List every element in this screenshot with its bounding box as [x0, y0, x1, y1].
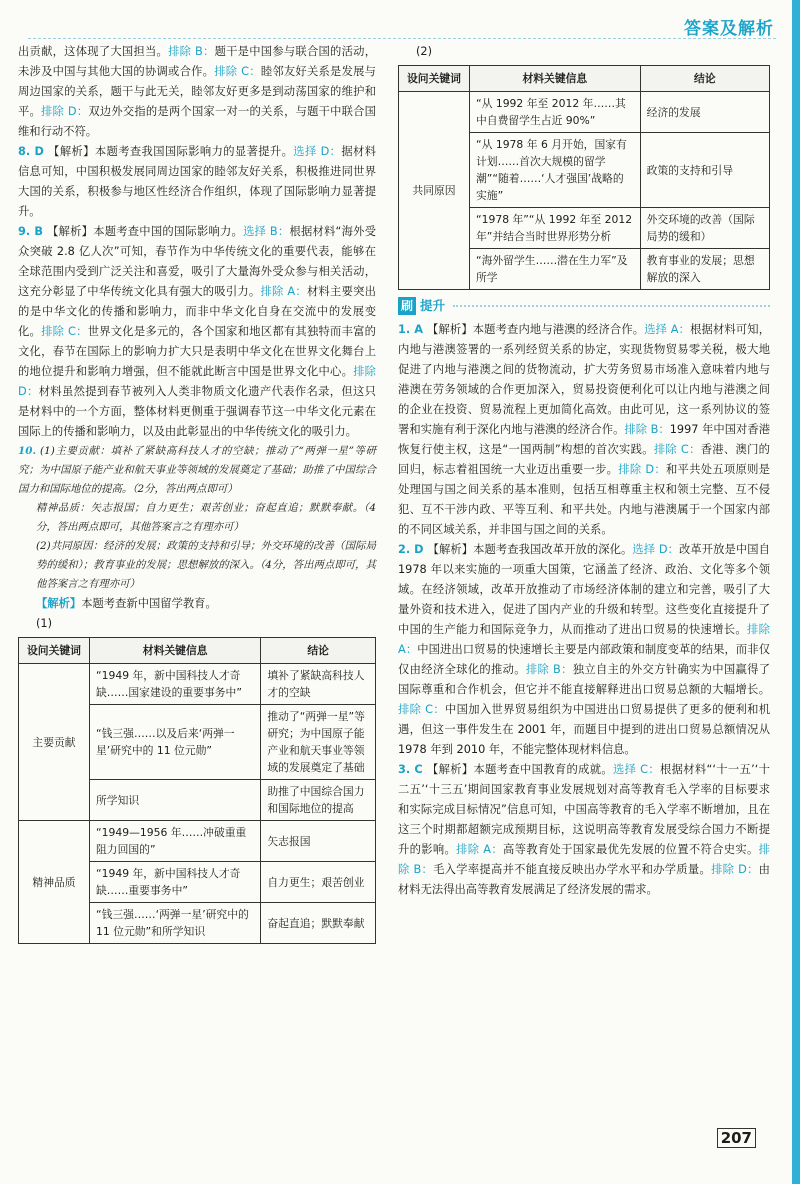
text-run: 1997 年中国对香港恢复行使主权，这是“一国两制”构想的首次实践。 [398, 423, 770, 456]
answer-label: 9. B [18, 225, 48, 238]
option-marker: 排除 B： [398, 843, 770, 876]
section-heading [398, 296, 770, 316]
text-run: 和平共处五项原则是处理国与国之间关系的基本准则，包括互相尊重主权和领土完整、互不侵犯、互不干涉内政、平等互利、和平共处。内地与港澳属于一个国家内部的不同区域关系，并非国与国之间的关系。 [398, 463, 770, 536]
table-cell: 自力更生；艰苦创业 [261, 862, 376, 903]
table-header-cell: 材料关键信息 [470, 66, 641, 92]
text-run: 高等教育处于国家最优先发展的位置不符合史实。 [502, 843, 759, 856]
table-cell: 填补了紧缺高科技人才的空缺 [261, 664, 376, 705]
table-cell: 所学知识 [90, 780, 261, 821]
answer-10-number: 10. [18, 445, 37, 457]
answer-8 [18, 142, 376, 222]
option-marker: 排除 D： [41, 105, 89, 118]
answer-label: 8. D [18, 145, 49, 158]
table-cell: 经济的发展 [640, 92, 769, 133]
table1-label: (1) [36, 617, 53, 630]
answer-label: 【解析】 [36, 597, 82, 610]
option-marker: 排除 B： [525, 663, 573, 676]
page-number: 207 [717, 1128, 756, 1148]
option-marker: 排除 D： [618, 463, 666, 476]
page-edge-tab [792, 0, 800, 1184]
answer-10-analysis [18, 594, 376, 614]
option-marker: 选择 D： [632, 543, 680, 556]
option-marker: 排除 A： [456, 843, 503, 856]
option-marker: 排除 A： [398, 623, 770, 656]
text-run: 根据材料可知，内地与港澳签署的一系列经贸关系的协定，实现货物贸易零关税，极大地促进了内地与港澳之间的货物流动，扩大劳务贸易市场准入意味着内地与港澳在劳务领域的合作更加深入，贸易投资便利化可以让内地与港澳之间的企业在投资、贸易流程上更加简化高效。由此可见，这一系列协议的签署和实施有利于深化内地与港澳的经济合作。 [398, 323, 770, 436]
table-cell: “钱三强……以及后来‘两弹一星’研究中的 11 位元勋” [90, 705, 261, 780]
section-badge: 刷 [398, 297, 416, 315]
table-2 [398, 65, 770, 290]
table-header-cell: 设问关键词 [399, 66, 470, 92]
table-1 [18, 637, 376, 944]
text-run: 中国进出口贸易的快速增长主要是内部政策和制度变革的结果，而非仅仅由经济全球化的推动。 [398, 643, 770, 676]
text-run: 根据材料“‘十一五’‘十二五’‘十三五’期间国家教育事业发展规划对高等教育毛入学率的目标要求和实际完成目标情况”信息可知，中国高等教育的毛入学率不断增加，且在这三个时期都超额完成预期目标，这说明高等教育发展受综合国力不断提升的影响。 [398, 763, 770, 856]
table-cell: 矢志报国 [261, 821, 376, 862]
table-group-cell: 主要贡献 [19, 664, 90, 821]
option-marker: 排除 C： [653, 443, 701, 456]
answer-10-spirit: 精神品质：矢志报国；自力更生；艰苦创业；奋起直追；默默奉献。（4分，答出两点即可，其他答案言之有理亦可） [36, 502, 376, 533]
text-run: 中国加入世界贸易组织为中国进出口贸易提供了更多的便利和机遇，但这一事件发生在 2001 年，而题目中提到的进出口贸易总额情况从 1978 年到 2010 年，不能完整体现材料信息。 [398, 703, 770, 756]
header-divider [28, 38, 776, 39]
text-run: 改革开放是中国自 1978 年以来实施的一项重大国策，它涵盖了经济、政治、文化等多个领域。在经济领域，改革开放推动了市场经济体制的建立和完善，吸引了大量外资和技术进入，促进了国内产业的升级和转型。这些变化直接提升了中国的生产能力和国际竞争力，从而推动了进出口贸易的快速增长。 [398, 543, 770, 636]
table-row [19, 821, 376, 862]
section-dotted-rule [453, 305, 770, 307]
table-cell: 推动了“两弹一星”等研究；为中国原子能产业和航天事业等领域的发展奠定了基础 [261, 705, 376, 780]
option-marker: 选择 C： [613, 763, 661, 776]
table-cell: 教育事业的发展；思想解放的深入 [640, 249, 769, 290]
text-run: 独立自主的外交方针确实为中国赢得了国际尊重和合作机会，但它并不能直接解释进出口贸易总额的大幅增长。 [398, 663, 770, 696]
table-cell: “1949 年，新中国科技人才奇缺……重要事务中” [90, 862, 261, 903]
table-cell: “钱三强……‘两弹一星’研究中的 11 位元勋”和所学知识 [90, 903, 261, 944]
answer-label: 2. D [398, 543, 428, 556]
answer-3 [398, 760, 770, 900]
option-marker: 排除 D： [18, 365, 376, 398]
table-header-cell: 结论 [640, 66, 769, 92]
table-cell: 政策的支持和引导 [640, 133, 769, 208]
table-cell: 外交环境的改善（国际局势的缓和） [640, 208, 769, 249]
table-row [399, 92, 770, 133]
option-marker: 选择 A： [644, 323, 691, 336]
text-run: 香港、澳门的回归，标志着祖国统一大业迈出重要一步。 [398, 443, 770, 476]
option-marker: 选择 B： [243, 225, 290, 238]
option-marker: 排除 C： [398, 703, 445, 716]
page-header-title: 答案及解析 [684, 19, 774, 39]
text-run: 毛入学率提高并不能直接反映出办学水平和办学质量。 [433, 863, 712, 876]
text-run: 睦邻友好关系是发展与周边国家的关系，题干与此无关，睦邻友好更多是到动荡国家的维护和平。 [18, 65, 376, 118]
answer-10-part1: (1)主要贡献：填补了紧缺高科技人才的空缺；推动了“两弹一星”等研究；为中国原子能产业和航天事业等领域的发展奠定了基础；助推了中国综合国力和国际地位的提高。（2分，答出两点即可） [18, 445, 376, 495]
answer-10 [18, 442, 376, 499]
option-marker: 选择 D： [293, 145, 342, 158]
text-run: 出贡献，这体现了大国担当。 [18, 45, 169, 58]
text-run: 材料主要突出的是中华文化的传播和影响力，而非中华文化自身在交流中的发展变化。 [18, 285, 376, 338]
table-group-cell: 共同原因 [399, 92, 470, 290]
text-run: 【解析】本题考查内地与港澳的经济合作。 [427, 323, 645, 336]
table-cell: 助推了中国综合国力和国际地位的提高 [261, 780, 376, 821]
option-marker: 排除 B： [624, 423, 670, 436]
option-marker: 排除 D： [711, 863, 759, 876]
table-cell: “1949 年，新中国科技人才奇缺……国家建设的重要事务中” [90, 664, 261, 705]
option-marker: 排除 B： [168, 45, 215, 58]
table-cell: “海外留学生……潜在生力军”及所学 [470, 249, 641, 290]
text-run: 根据材料“海外受众突破 2.8 亿人次”可知，春节作为中华传统文化的重要代表，能够在全球范围内受到广泛关注和喜爱，吸引了大量海外受众参与相关活动，这充分彰显了中华传统文化具有强大的吸引力。 [18, 225, 376, 298]
intro-paragraph [18, 42, 376, 142]
text-run: 本题考查新中国留学教育。 [81, 597, 217, 610]
table-group-cell: 精神品质 [19, 821, 90, 944]
table-row [19, 664, 376, 705]
text-run: 世界文化是多元的，各个国家和地区都有其独特而丰富的文化，春节在国际上的影响力扩大只是表明中华文化在世界文化舞台上的地位提升和影响力增强，但不能就此断言中国是世界文化中心。 [18, 325, 376, 378]
answer-2 [398, 540, 770, 760]
text-run: 【解析】本题考查中国教育的成就。 [426, 763, 613, 776]
table-cell: “从 1978 年 6 月开始，国家有计划……首次大规模的留学潮”“随着……‘人才强国’战略的实施” [470, 133, 641, 208]
text-run: 【解析】本题考查我国改革开放的深化。 [427, 543, 633, 556]
table-header-cell: 设问关键词 [19, 638, 90, 664]
left-column [18, 42, 376, 950]
text-run: 材料虽然提到春节被列入人类非物质文化遗产代表作名录，但这只是材料中的一个方面，整体材料更侧重于强调春节这一中华文化元素在国际上的传播和影响力，以及由此彰显出的中华传统文化的吸引力。 [18, 385, 376, 438]
table2-label: (2) [416, 45, 433, 58]
option-marker: 排除 C： [41, 325, 88, 338]
table-cell: 奋起直追；默默奉献 [261, 903, 376, 944]
text-run: 据材料信息可知，中国积极发展同周边国家的睦邻友好关系，积极推进同世界大国的关系，积极参与地区性经济合作组织，体现了国际影响力显著提升。 [18, 145, 376, 218]
table-cell: “从 1992 年至 2012 年……其中自费留学生占近 90%” [470, 92, 641, 133]
text-run: 【解析】本题考查我国国际影响力的显著提升。 [48, 145, 294, 158]
option-marker: 排除 A： [260, 285, 307, 298]
answer-10-part2: (2)共同原因：经济的发展；政策的支持和引导；外交环境的改善（国际局势的缓和）；教育事业的发展；思想解放的深入。（4分，答出两点即可，其他答案言之有理亦可） [36, 540, 376, 590]
text-run: 【解析】本题考查中国的国际影响力。 [47, 225, 244, 238]
text-run: 由材料无法得出高等教育发展满足了经济发展的需求。 [398, 863, 770, 896]
answer-label: 3. C [398, 763, 427, 776]
answer-label: 1. A [398, 323, 428, 336]
option-marker: 排除 C： [214, 65, 261, 78]
table-header-cell: 结论 [261, 638, 376, 664]
table-cell: “1949—1956 年……冲破重重阻力回国的” [90, 821, 261, 862]
table-header-cell: 材料关键信息 [90, 638, 261, 664]
text-run: 双边外交指的是两个国家一对一的关系，与题干中联合国维和行动不符。 [18, 105, 376, 138]
answer-9 [18, 222, 376, 442]
right-column [398, 42, 770, 900]
section-title: 提升 [420, 298, 446, 313]
table-cell: “1978 年”“从 1992 年至 2012 年”并结合当时世界形势分析 [470, 208, 641, 249]
answer-1 [398, 320, 770, 540]
text-run: 题干是中国参与联合国的活动，未涉及中国与其他大国的协调或合作。 [18, 45, 376, 78]
